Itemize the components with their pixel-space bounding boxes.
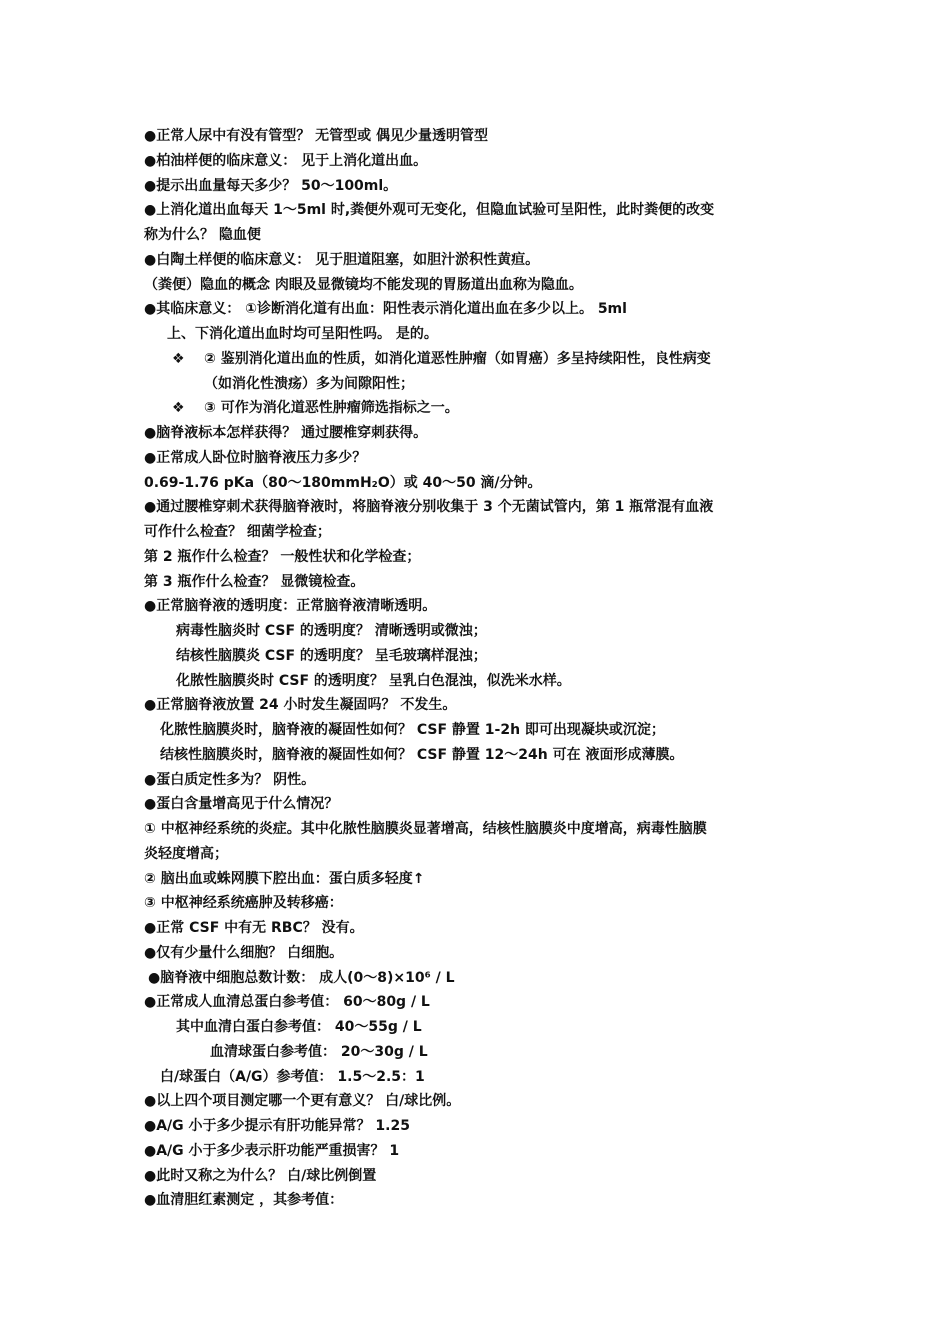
- text-line: 化脓性脑膜炎时 CSF 的透明度？ 呈乳白色混浊，似洗米水样。: [176, 672, 571, 689]
- text-line: 血清球蛋白参考值： 20～30g / L: [210, 1043, 428, 1060]
- text-line: 结核性脑膜炎 CSF 的透明度？ 呈毛玻璃样混浊；: [176, 647, 487, 664]
- text-line: （粪便）隐血的概念 肉眼及显微镜均不能发现的胃肠道出血称为隐血。: [144, 276, 583, 293]
- text-line: ●以上四个项目测定哪一个更有意义？ 白/球比例。: [144, 1093, 461, 1110]
- text-line: ③ 中枢神经系统癌肿及转移癌：: [144, 895, 343, 912]
- text-line: ●上消化道出血每天 1～5ml 时,粪便外观可无变化，但隐血试验可呈阳性，此时粪便的改变: [144, 202, 715, 219]
- text-line: 炎轻度增高；: [144, 845, 228, 862]
- bullet-item: [144, 347, 812, 372]
- text-line: ② 脑出血或蛛网膜下腔出血：蛋白质多轻度↑: [144, 870, 425, 887]
- text-line: ●仅有少量什么细胞？ 白细胞。: [144, 944, 344, 961]
- text-line: 0.69-1.76 pKa（80～180mmH₂O）或 40～50 滴/分钟。: [144, 474, 542, 491]
- text-line: ●柏油样便的临床意义： 见于上消化道出血。: [144, 152, 428, 169]
- text-line: ●正常 CSF 中有无 RBC？ 没有。: [144, 920, 364, 936]
- text-line: 可作什么检查？ 细菌学检查；: [144, 524, 331, 540]
- text-line: ●正常人尿中有没有管型？ 无管型或 偶见少量透明管型: [144, 128, 488, 144]
- text-line: ●A/G 小于多少提示有肝功能异常？ 1.25: [144, 1118, 410, 1134]
- text-line: ●其临床意义： ①诊断消化道有出血：阳性表示消化道出血在多少以上。 5ml: [144, 301, 627, 318]
- text-line: （如消化性溃疡）多为间隙阳性；: [204, 375, 414, 392]
- text-line: ●蛋白含量增高见于什么情况？: [144, 796, 339, 813]
- text-line: ●正常成人血清总蛋白参考值： 60～80g / L: [144, 994, 430, 1011]
- text-line: 结核性脑膜炎时，脑脊液的凝固性如何？ CSF 静置 12～24h 可在 液面形成薄膜。: [160, 746, 684, 763]
- document-body: [144, 124, 812, 1213]
- text-line: 其中血清白蛋白参考值： 40～55g / L: [176, 1019, 422, 1035]
- text-line: ●脑脊液标本怎样获得？ 通过腰椎穿刺获得。: [144, 425, 428, 441]
- text-line: 病毒性脑炎时 CSF 的透明度？ 清晰透明或微浊；: [176, 623, 487, 639]
- text-line: ●脑脊液中细胞总数计数： 成人(0～8)×10⁶ / L: [148, 969, 455, 986]
- text-line: ●此时又称之为什么？ 白/球比例倒置: [144, 1167, 377, 1184]
- bullet-text: ② 鉴别消化道出血的性质，如消化道恶性肿瘤（如胃癌）多呈持续阳性，良性病变: [204, 350, 711, 367]
- text-line: ●A/G 小于多少表示肝功能严重损害？ 1: [144, 1142, 400, 1159]
- text-line: 上、下消化道出血时均可呈阳性吗。 是的。: [167, 326, 438, 342]
- text-line: ●正常脑脊液的透明度：正常脑脊液清晰透明。: [144, 598, 437, 615]
- diamond-bullet-icon: ❖: [172, 350, 185, 367]
- text-line: 化脓性脑膜炎时，脑脊液的凝固性如何？ CSF 静置 1-2h 即可出现凝块或沉淀；: [160, 722, 665, 738]
- bullet-item: [144, 396, 812, 421]
- text-line: ●提示出血量每天多少？ 50～100ml。: [144, 177, 398, 194]
- diamond-bullet-icon: ❖: [172, 400, 185, 417]
- text-line: ●通过腰椎穿刺术获得脑脊液时，将脑脊液分别收集于 3 个无菌试管内，第 1 瓶常混有血液: [144, 499, 714, 516]
- text-line: ●正常成人卧位时脑脊液压力多少？: [144, 449, 367, 466]
- text-line: ●白陶土样便的临床意义： 见于胆道阻塞，如胆汁淤积性黄疸。: [144, 251, 540, 268]
- text-line: ●蛋白质定性多为？ 阴性。: [144, 771, 316, 788]
- text-line: ●正常脑脊液放置 24 小时发生凝固吗？ 不发生。: [144, 697, 457, 714]
- text-line: 称为什么？ 隐血便: [144, 227, 261, 243]
- text-line: ① 中枢神经系统的炎症。其中化脓性脑膜炎显著增高，结核性脑膜炎中度增高，病毒性脑膜: [144, 821, 707, 837]
- text-line: 第 2 瓶作什么检查？ 一般性状和化学检查；: [144, 548, 421, 565]
- bullet-text: ③ 可作为消化道恶性肿瘤筛选指标之一。: [204, 400, 459, 417]
- text-line: 白/球蛋白（A/G）参考值： 1.5～2.5：1: [160, 1068, 425, 1085]
- text-line: 第 3 瓶作什么检查？ 显微镜检查。: [144, 573, 365, 590]
- text-line: ●血清胆红素测定 ，其参考值：: [144, 1192, 344, 1209]
